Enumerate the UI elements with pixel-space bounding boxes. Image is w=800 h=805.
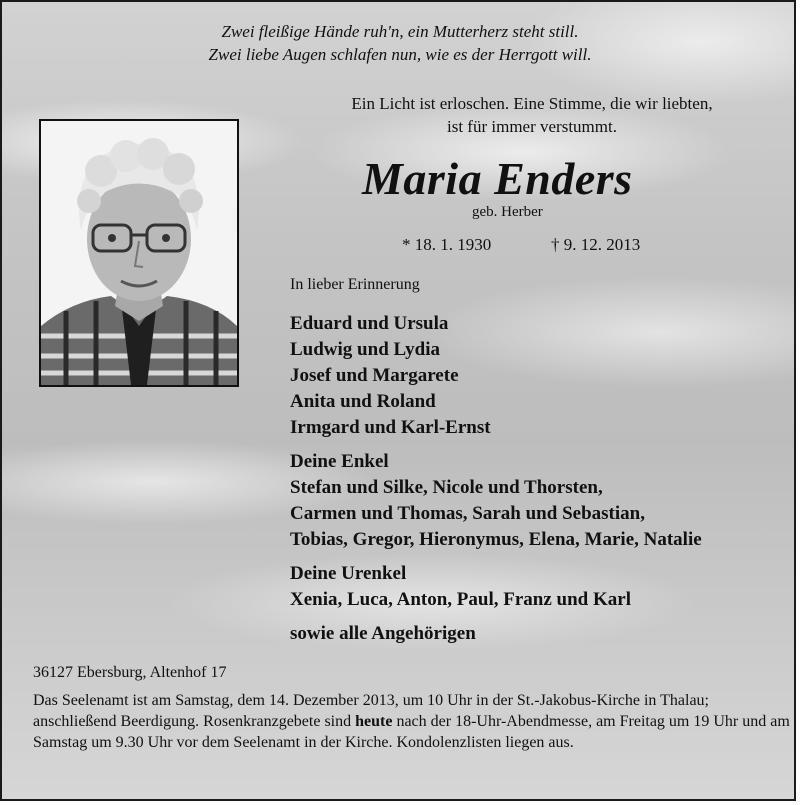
maiden-name: geb. Herber <box>472 204 543 220</box>
mourner-line: Irmgard und Karl-Ernst <box>290 417 491 438</box>
mourner-line: Ludwig und Lydia <box>290 339 440 360</box>
mourner-line: Xenia, Luca, Anton, Paul, Franz und Karl <box>290 589 631 610</box>
death-date: † 9. 12. 2013 <box>551 235 641 254</box>
mourner-line: Carmen und Thomas, Sarah und Sebastian, <box>290 503 645 524</box>
light-verse-line: ist für immer verstummt. <box>447 117 617 136</box>
service-text: nach der 18-Uhr-Abendmesse, am Freitag um 19 Uhr und am Samstag um 9.30 Uhr vor dem Seelenamt in der Kirche. Kondolenzlisten liegen aus. <box>33 713 790 751</box>
portrait-photo <box>39 119 239 387</box>
top-verse-line: Zwei fleißige Hände ruh'n, ein Mutterherz steht still. <box>221 22 579 41</box>
mourners-list <box>290 311 702 655</box>
service-text: Das Seelenamt ist am Samstag, dem 14. Dezember 2013, um 10 Uhr in der St.-Jakobus-Kirche in Thalau; anschließend Beerdigung. Rosenkranzgebete sind <box>33 692 709 730</box>
top-verse-line: Zwei liebe Augen schlafen nun, wie es der Herrgott will. <box>208 45 592 64</box>
children-group <box>290 311 702 441</box>
birth-date: * 18. 1. 1930 <box>402 235 492 254</box>
mourner-line: Anita und Roland <box>290 391 436 412</box>
mourner-line: Tobias, Gregor, Hieronymus, Elena, Marie, Natalie <box>290 529 702 550</box>
mourner-line: Josef und Margarete <box>290 365 459 386</box>
great-grandchildren-group <box>290 561 702 613</box>
relatives-line: sowie alle Angehörigen <box>290 623 476 644</box>
deceased-name: Maria Enders <box>362 153 633 204</box>
portrait-image <box>41 121 237 385</box>
grandchildren-group <box>290 449 702 553</box>
top-verse <box>2 20 798 66</box>
address: 36127 Ebersburg, Altenhof 17 <box>33 664 227 681</box>
grandchildren-heading: Deine Enkel <box>290 451 389 472</box>
light-verse-line: Ein Licht ist erloschen. Eine Stimme, die wir liebten, <box>351 94 713 113</box>
light-verse <box>262 92 800 138</box>
service-info <box>33 690 793 753</box>
mourner-line: Eduard und Ursula <box>290 313 449 334</box>
service-emphasis: heute <box>355 713 393 730</box>
mourner-line: Stefan und Silke, Nicole und Thorsten, <box>290 477 603 498</box>
memory-line: In lieber Erinnerung <box>290 276 420 293</box>
relatives-group <box>290 621 702 647</box>
great-grandchildren-heading: Deine Urenkel <box>290 563 407 584</box>
